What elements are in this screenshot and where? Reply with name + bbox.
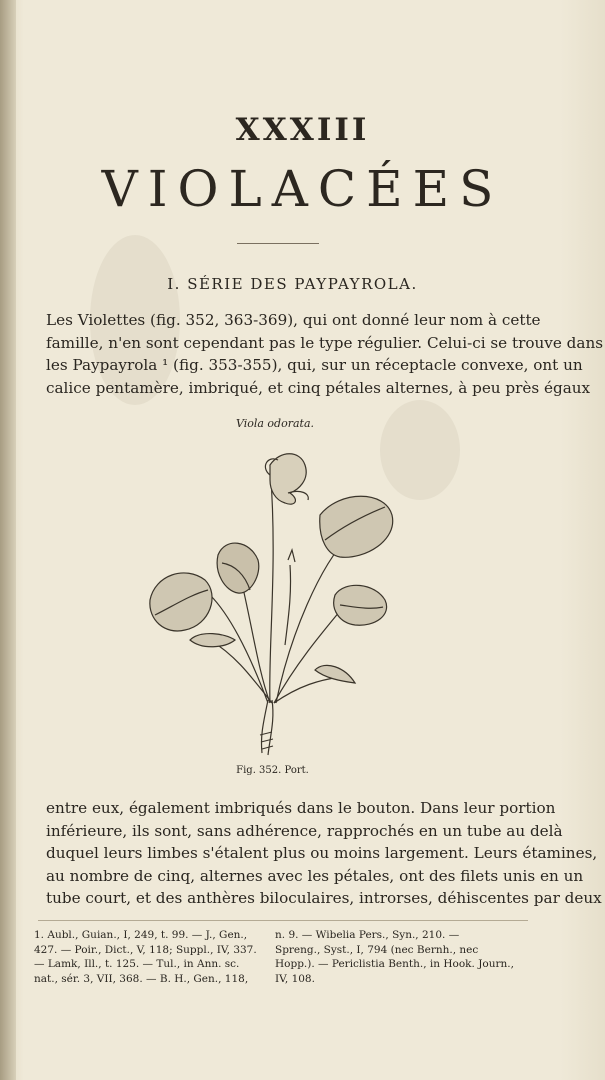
text-line: les Paypayrola ¹ (fig. 353-355), qui, sur un réceptacle convexe, ont un	[46, 356, 583, 374]
footnote-line: — Lamk, Ill., t. 125. — Tul., in Ann. sc.	[34, 958, 240, 970]
viola-odorata-illustration	[140, 445, 400, 763]
chapter-title: VIOLACÉES	[101, 160, 504, 218]
footnote-line: Spreng., Syst., I, 794 (nec Bernh., nec	[275, 943, 479, 956]
text-line: Les Violettes (fig. 352, 363-369), qui ont donné leur nom à cette	[46, 311, 541, 329]
text-line: entre eux, également imbriqués dans le bouton. Dans leur portion	[46, 799, 556, 817]
title-divider	[237, 243, 319, 244]
text-line: duquel leurs limbes s'étalent plus ou moins largement. Leurs étamines,	[46, 844, 598, 862]
text-line: calice pentamère, imbriqué, et cinq pétales alternes, à peu près égaux	[46, 378, 591, 397]
footnote-left-column	[34, 928, 266, 986]
text-line: tube court, et des anthères biloculaires, introrses, déhiscentes par deux	[46, 889, 602, 907]
chapter-number: XXXIII	[235, 112, 370, 148]
footnote-line: 427. — Poir., Dict., V, 118; Suppl., IV, 337.	[34, 943, 257, 956]
figure-caption: Fig. 352. Port.	[236, 765, 309, 776]
paragraph-2	[46, 797, 602, 910]
text-line: famille, n'en sont cependant pas le type régulier. Celui-ci se trouve dans	[46, 333, 604, 352]
footnote-right-column	[275, 928, 520, 986]
footnote-line: n. 9. — Wibelia Pers., Syn., 210. —	[275, 929, 460, 941]
text-line: au nombre de cinq, alternes avec les pétales, ont des filets unis en un	[46, 866, 584, 885]
series-heading: I. SÉRIE DES PAYPAYROLA.	[167, 275, 418, 293]
footnote-line: Hopp.). — Periclistia Benth., in Hook. Journ.,	[275, 958, 514, 970]
text-line: inférieure, ils sont, sans adhérence, rapprochés en un tube au delà	[46, 821, 563, 840]
footnote-line: nat., sér. 3, VII, 368. — B. H., Gen., 118,	[34, 972, 249, 985]
paragraph-1	[46, 309, 604, 399]
footnote-line: IV, 108.	[275, 972, 315, 985]
footnote-divider	[38, 920, 528, 921]
species-caption: Viola odorata.	[235, 417, 315, 430]
footnote-line: 1. Aubl., Guian., I, 249, t. 99. — J., Gen.,	[34, 929, 248, 941]
